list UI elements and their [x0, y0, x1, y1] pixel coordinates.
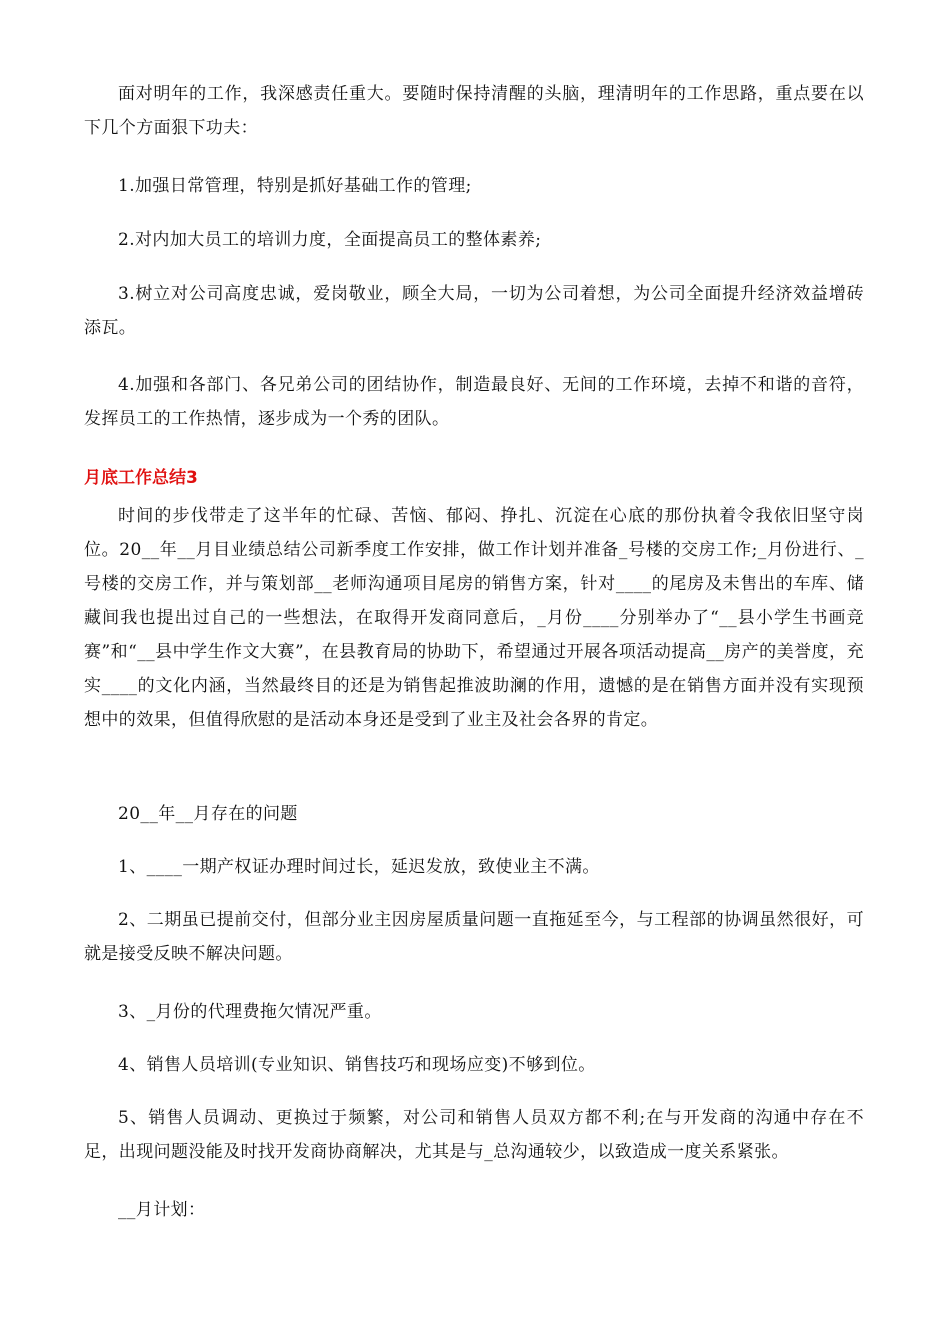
plan-item-3: 3.树立对公司高度忠诚，爱岗敬业，顾全大局，一切为公司着想，为公司全面提升经济效益增砖添瓦。: [84, 284, 864, 338]
next-month-plan-heading: __月计划：: [118, 1200, 206, 1220]
problem-item-4: 4、销售人员培训(专业知识、销售技巧和现场应变)不够到位。: [118, 1055, 596, 1075]
section-body: 时间的步伐带走了这半年的忙碌、苦恼、郁闷、挣扎、沉淀在心底的那份执着令我依旧坚守岗位。20__年__月目业绩总结公司新季度工作安排，做工作计划并准备_号楼的交房工作;_月份进行、_号楼的交房工作，并与策划部__老师沟通项目尾房的销售方案，针对____的尾房及未售出的车库、储藏间我也提出过自己的一些想法，在取得开发商同意后，_月份____分别举办了“__县小学生书画竞赛”和“__县中学生作文大赛”，在县教育局的协助下，希望通过开展各项活动提高__房产的美誉度，充实____的文化内涵，当然最终目的还是为销售起推波助澜的作用，遗憾的是在销售方面并没有实现预想中的效果，但值得欣慰的是活动本身还是受到了业主及社会各界的肯定。: [84, 506, 864, 730]
problem-item-2: 2、二期虽已提前交付，但部分业主因房屋质量问题一直拖延至今，与工程部的协调虽然很好，可就是接受反映不解决问题。: [84, 910, 864, 964]
problem-item-3: 3、_月份的代理费拖欠情况严重。: [118, 1002, 382, 1022]
problem-item-1: 1、____一期产权证办理时间过长，延迟发放，致使业主不满。: [118, 857, 600, 877]
intro-paragraph: 面对明年的工作，我深感责任重大。要随时保持清醒的头脑，理清明年的工作思路，重点要在以下几个方面狠下功夫：: [84, 84, 864, 138]
problems-heading: 20__年__月存在的问题: [118, 804, 298, 824]
problem-item-5: 5、销售人员调动、更换过于频繁，对公司和销售人员双方都不利;在与开发商的沟通中存在不足，出现问题没能及时找开发商协商解决，尤其是与_总沟通较少，以致造成一度关系紧张。: [84, 1108, 864, 1162]
plan-item-4: 4.加强和各部门、各兄弟公司的团结协作，制造最良好、无间的工作环境，去掉不和谐的音符，发挥员工的工作热情，逐步成为一个秀的团队。: [84, 375, 864, 429]
plan-item-2: 2.对内加大员工的培训力度，全面提高员工的整体素养;: [118, 230, 542, 250]
plan-item-1: 1.加强日常管理，特别是抓好基础工作的管理;: [118, 176, 472, 196]
section-title: 月底工作总结3: [84, 468, 198, 488]
